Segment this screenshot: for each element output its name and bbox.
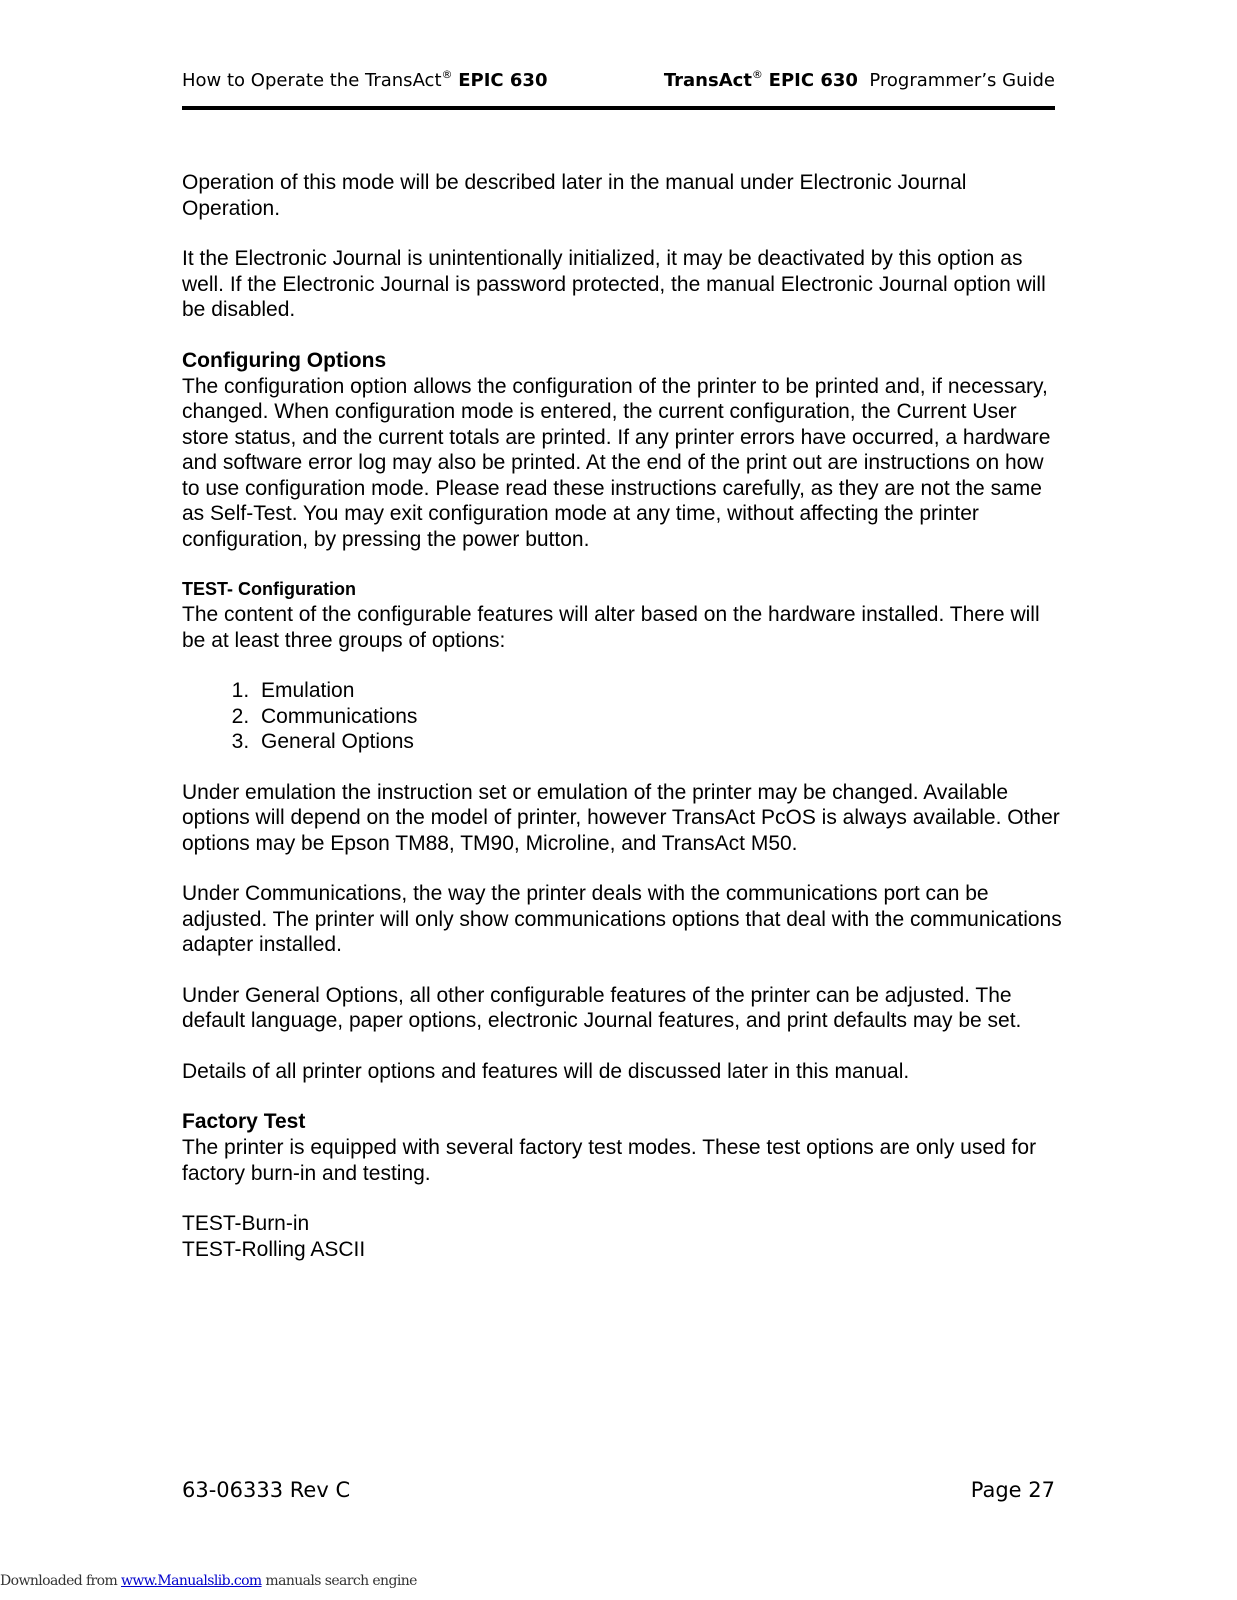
paragraph-emulation: Under emulation the instruction set or emulation of the printer may be changed. Available options will depend on the model of printer, however TransAct PcOS is always available. Other options may be Epson TM88, TM90, Microline, and TransAct M50. [182, 780, 1060, 855]
list-item: 2. Communications [255, 704, 1062, 730]
paragraph-test-configuration: The content of the configurable features will alter based on the hardware installed. There will be at least three groups of options: [182, 603, 1040, 652]
heading-factory-test: Factory Test [182, 1110, 306, 1133]
header-rule [182, 106, 1055, 110]
paragraph-journal: It the Electronic Journal is unintentionally initialized, it may be deactivated by this option as well. If the Electronic Journal is password protected, the manual Electronic Journal option will be disabled. [182, 247, 1046, 321]
paragraph-details: Details of all printer options and features will de discussed later in this manual. [182, 1059, 910, 1083]
heading-test-configuration: TEST- Configuration [182, 579, 356, 599]
paragraph-configuring: The configuration option allows the configuration of the printer to be printed and, if necessary, changed. When configuration mode is entered, the current configuration, the Current User store status, and the current totals are printed. If any printer errors have occurred, a hardware and software error log may also be printed. At the end of the print out are instructions on how to use configuration mode. Please read these instructions carefully, as they are not the same as Self-Test. You may exit configuration mode at any time, without affecting the printer configuration, by pressing the power button. [182, 374, 1051, 551]
download-watermark: Downloaded from www.Manualslib.com manuals search engine [0, 1573, 417, 1589]
heading-configuring-options: Configuring Options [182, 348, 387, 372]
page-content [182, 170, 1062, 1262]
header-left-title: How to Operate the TransAct® EPIC 630 [182, 68, 548, 91]
header-right-title: TransAct® EPIC 630 Programmer’s Guide [663, 68, 1055, 91]
paragraph-operation: Operation of this mode will be described later in the manual under Electronic Journal Operation. [182, 171, 967, 220]
option-groups-list [182, 678, 1062, 755]
paragraph-general-options: Under General Options, all other configurable features of the printer can be adjusted. The default language, paper options, electronic Journal features, and print defaults may be set. [182, 983, 1022, 1032]
list-item: 3. General Options [255, 729, 1062, 755]
factory-test-item: TEST-Rolling ASCII [182, 1237, 366, 1261]
paragraph-communications: Under Communications, the way the printer deals with the communications port can be adjusted. The printer will only show communications options that deal with the communications adapter installed. [182, 882, 1062, 956]
page-number: Page 27 [970, 1478, 1055, 1502]
paragraph-factory-test: The printer is equipped with several factory test modes. These test options are only used for factory burn-in and testing. [182, 1136, 1037, 1185]
page-footer [182, 1478, 1055, 1504]
list-item: 1. Emulation [255, 678, 1062, 704]
manualslib-link[interactable]: www.Manualslib.com [121, 1573, 262, 1589]
document-number: 63-06333 Rev C [182, 1478, 351, 1502]
page-header [182, 70, 1055, 94]
factory-test-item: TEST-Burn-in [182, 1212, 310, 1235]
